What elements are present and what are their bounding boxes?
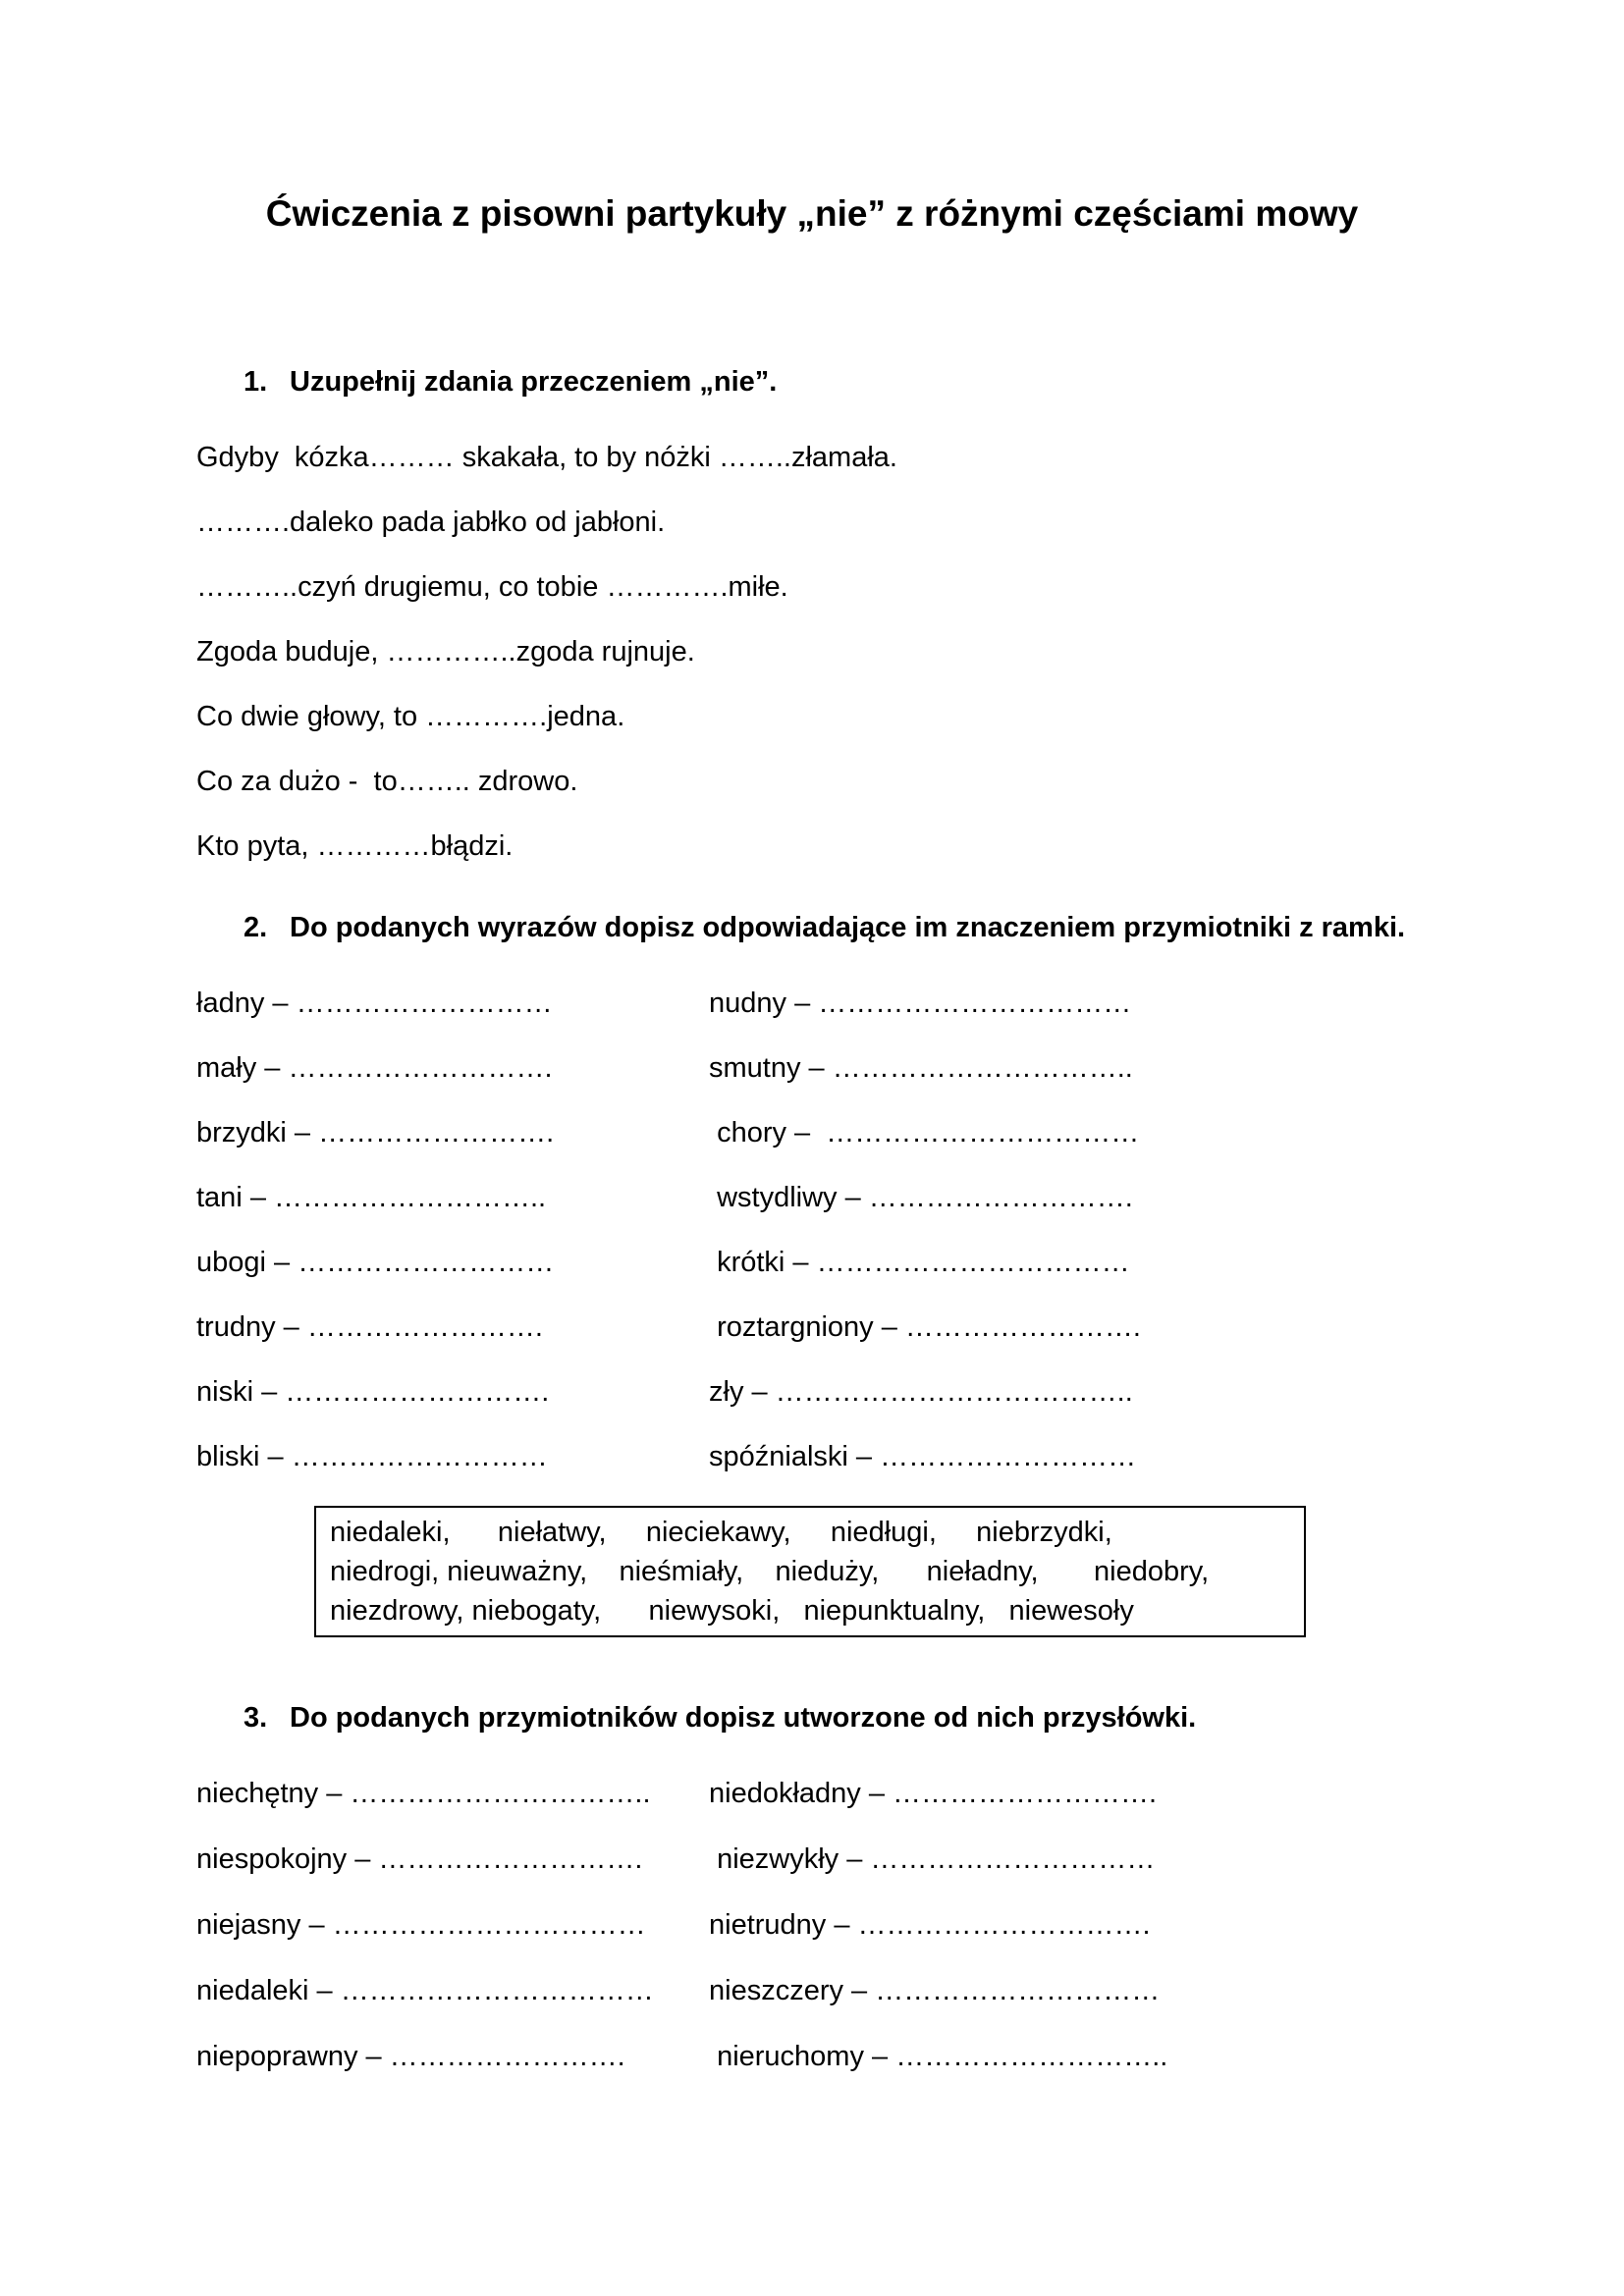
worksheet-title: Ćwiczenia z pisowni partykuły „nie” z różnymi częściami mowy [265, 193, 1359, 234]
pair-left: ubogi – ……………………… [196, 1247, 555, 1278]
word-bank-line: niedrogi, nieuważny, nieśmiały, nieduży, nieładny, niedobry, [330, 1556, 1210, 1587]
sentence-line: ………..czyń drugiemu, co tobie ………….miłe. [196, 571, 788, 603]
exercise-2-number: 2. [244, 912, 268, 943]
pair-right: nieszczery – ………………………… [709, 1975, 1161, 2006]
pair-left: bliski – ……………………… [196, 1441, 548, 1472]
pair-right: chory – …………………………… [709, 1117, 1140, 1148]
word-bank-line: niedaleki, niełatwy, nieciekawy, niedługi, niebrzydki, [330, 1517, 1112, 1548]
pair-right: zły – ……………………………….. [709, 1376, 1133, 1408]
pair-right: nieruchomy – ……………………….. [709, 2041, 1168, 2072]
pair-left: ładny – ……………………… [196, 988, 553, 1019]
sentence-line: Zgoda buduje, …………..zgoda rujnuje. [196, 636, 695, 667]
adjective-pair-row [196, 988, 1428, 1020]
pair-right: niedokładny – ………………………. [709, 1778, 1158, 1809]
adverb-pair-row [196, 2041, 1428, 2073]
adverb-pair-row [196, 1778, 1428, 1810]
exercise-2-heading [196, 912, 1428, 944]
pair-right: krótki – …………………………… [709, 1247, 1130, 1278]
adverb-pair-row [196, 1909, 1428, 1942]
exercise-3-heading [196, 1702, 1428, 1735]
exercise-2 [196, 912, 1428, 1637]
pair-right: niezwykły – ………………………… [709, 1843, 1156, 1875]
adjective-pair-row [196, 1441, 1428, 1473]
pair-left: niespokojny – ………………………. [196, 1843, 643, 1875]
pair-left: niedaleki – …………………………… [196, 1975, 654, 2006]
adjective-pair-row [196, 1182, 1428, 1214]
pair-left: brzydki – ……………………. [196, 1117, 555, 1148]
pair-left: tani – ……………………….. [196, 1182, 547, 1213]
sentence-line: Co dwie głowy, to ………….jedna. [196, 701, 625, 732]
adjective-pair-row [196, 1247, 1428, 1279]
exercise-3-number: 3. [244, 1702, 268, 1734]
sentence-line: Kto pyta, …………błądzi. [196, 830, 514, 862]
sentence-line: ……….daleko pada jabłko od jabłoni. [196, 507, 666, 538]
pair-left: niski – ………………………. [196, 1376, 550, 1408]
pair-left: niejasny – …………………………… [196, 1909, 646, 1941]
adjective-pair-row [196, 1376, 1428, 1409]
exercise-1-title: Uzupełnij zdania przeczeniem „nie”. [290, 366, 778, 398]
exercise-1-heading [196, 366, 1428, 399]
pair-left: trudny – ……………………. [196, 1311, 543, 1343]
adverb-pair-row [196, 1843, 1428, 1876]
pair-right: nudny – …………………………… [709, 988, 1132, 1019]
adjective-pair-row [196, 1052, 1428, 1085]
adverb-pair-row [196, 1975, 1428, 2007]
adjective-pair-row [196, 1311, 1428, 1344]
word-bank-box [314, 1506, 1306, 1637]
adjective-pair-row [196, 1117, 1428, 1149]
pair-right: wstydliwy – ………………………. [709, 1182, 1133, 1213]
exercise-1-number: 1. [244, 366, 268, 398]
pair-left: niepoprawny – ……………………. [196, 2041, 625, 2072]
word-bank-line: niezdrowy, niebogaty, niewysoki, niepunktualny, niewesoły [330, 1595, 1134, 1627]
pair-right: nietrudny – …………………………. [709, 1909, 1151, 1941]
pair-right: smutny – ………………………….. [709, 1052, 1133, 1084]
pair-right: roztargniony – ……………………. [709, 1311, 1141, 1343]
sentence-line: Gdyby kózka……… skakała, to by nóżki ……..złamała. [196, 442, 897, 473]
exercise-2-title: Do podanych wyrazów dopisz odpowiadające im znaczeniem przymiotniki z ramki. [290, 912, 1406, 943]
sentence-line: Co za dużo - to…….. zdrowo. [196, 766, 578, 797]
exercise-1 [196, 366, 1428, 863]
pair-right: spóźnialski – ……………………… [709, 1441, 1137, 1472]
exercise-3 [196, 1702, 1428, 2073]
pair-left: mały – ………………………. [196, 1052, 553, 1084]
pair-left: niechętny – ………………………….. [196, 1778, 651, 1809]
exercise-3-title: Do podanych przymiotników dopisz utworzone od nich przysłówki. [290, 1702, 1197, 1734]
